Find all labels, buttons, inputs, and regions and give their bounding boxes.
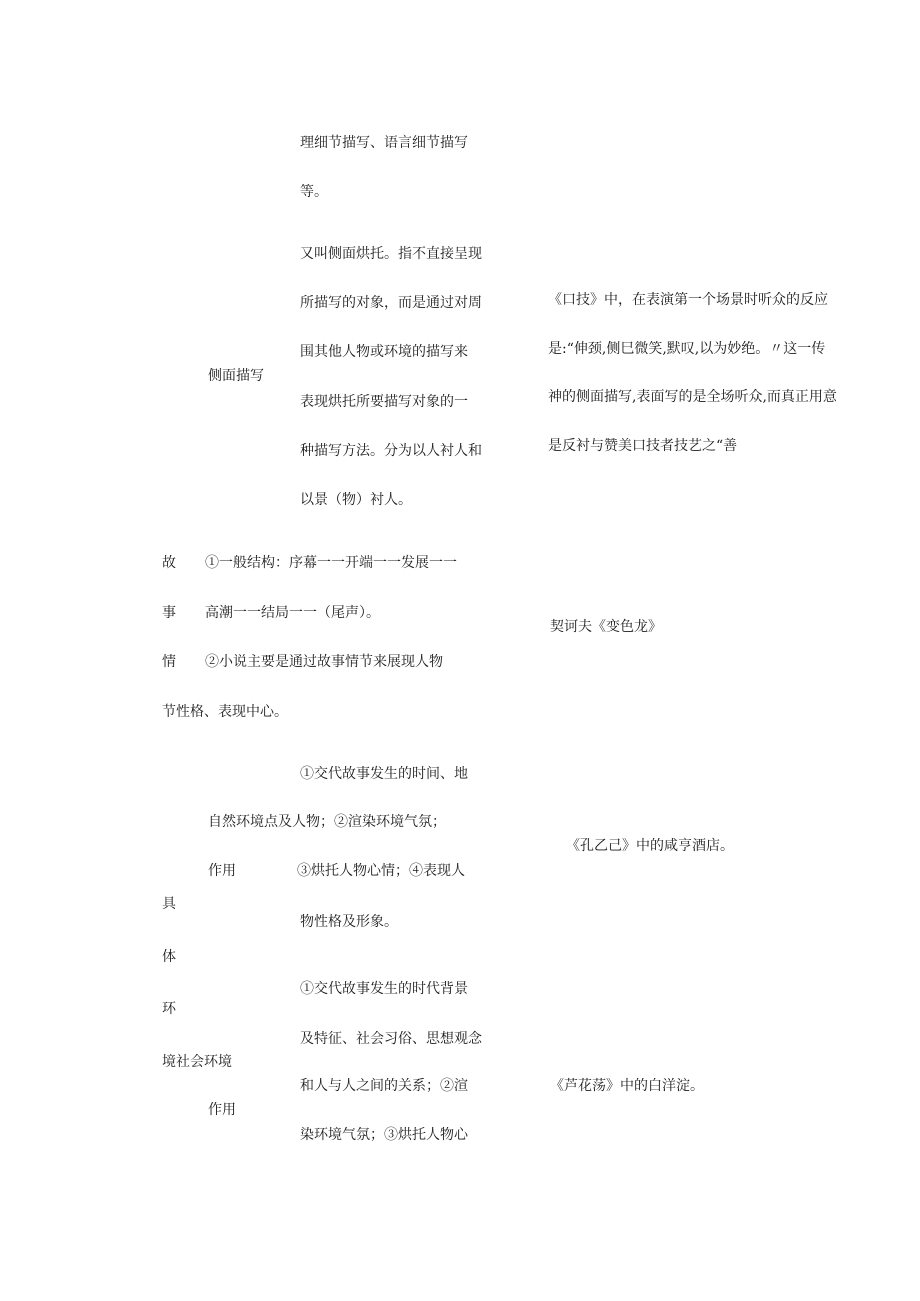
detail-desc-line-2: 等。 (300, 184, 328, 200)
plot-line-2: 高潮一一结局一一（尾声）。 (205, 605, 380, 621)
natural-line-3: ③烘托人物心情；④表现人 (297, 863, 465, 879)
social-example: 《芦花荡》中的白洋淀。 (550, 1078, 704, 1094)
side-example-line-1: 《口技》中，在表演第一个场景时听众的反应 (548, 292, 828, 308)
plot-line-1: ①一般结构：序幕一一开端一一发展一一 (205, 555, 457, 571)
plot-label-char-2: 事 (162, 605, 176, 621)
plot-line-4: 节性格、表现中心。 (162, 704, 288, 720)
side-def-line-3: 围其他人物或环境的描写来 (300, 344, 468, 360)
side-example-line-2: 是:“伸颈,侧巳微笑,默叹,以为妙绝。〃这一传 (548, 341, 826, 357)
plot-label-char-1: 故 (162, 555, 176, 571)
social-line-1: ①交代故事发生的时代背景 (300, 981, 468, 997)
side-def-line-5: 种描写方法。分为以人衬人和 (300, 443, 482, 459)
natural-line-4: 物性格及形象。 (300, 914, 398, 930)
plot-example: 契诃夫《变色龙》 (550, 619, 662, 635)
social-line-2: 及特征、社会习俗、思想观念 (300, 1031, 482, 1047)
side-label: 侧面描写 (208, 368, 264, 384)
side-example-line-4: 是反衬与赞美口技者技艺之“善 (548, 438, 738, 454)
social-line-3: 和人与人之间的关系；②渲 (300, 1078, 468, 1094)
env-social-row-label: 境社会环境 (162, 1054, 232, 1070)
side-def-line-1: 又叫侧面烘托。指不直接呈现 (300, 246, 482, 262)
env-label-char-2: 体 (162, 949, 176, 965)
social-line-4: 染环境气氛；③烘托人物心 (300, 1127, 468, 1143)
side-def-line-2: 所描写的对象，而是通过对周 (300, 295, 482, 311)
env-label-char-3: 环 (162, 1001, 176, 1017)
natural-role-label: 作用 (208, 863, 236, 879)
natural-example: 《孔乙己》中的咸亨酒店。 (566, 838, 734, 854)
plot-line-3: ②小说主要是通过故事情节来展现人物 (205, 654, 443, 670)
plot-label-char-3: 情 (162, 654, 176, 670)
side-example-line-3: 神的侧面描写,表面写的是全场听众,而真正用意 (548, 389, 837, 405)
natural-line-2: 自然环境点及人物；②渲染环境气氛； (208, 814, 446, 830)
env-label-char-1: 具 (162, 896, 176, 912)
side-def-line-6: 以景（物）衬人。 (300, 492, 412, 508)
detail-desc-line-1: 理细节描写、语言细节描写 (300, 135, 468, 151)
social-role-label: 作用 (208, 1102, 236, 1118)
natural-line-1: ①交代故事发生的时间、地 (300, 766, 468, 782)
side-def-line-4: 表现烘托所要描写对象的一 (300, 394, 468, 410)
